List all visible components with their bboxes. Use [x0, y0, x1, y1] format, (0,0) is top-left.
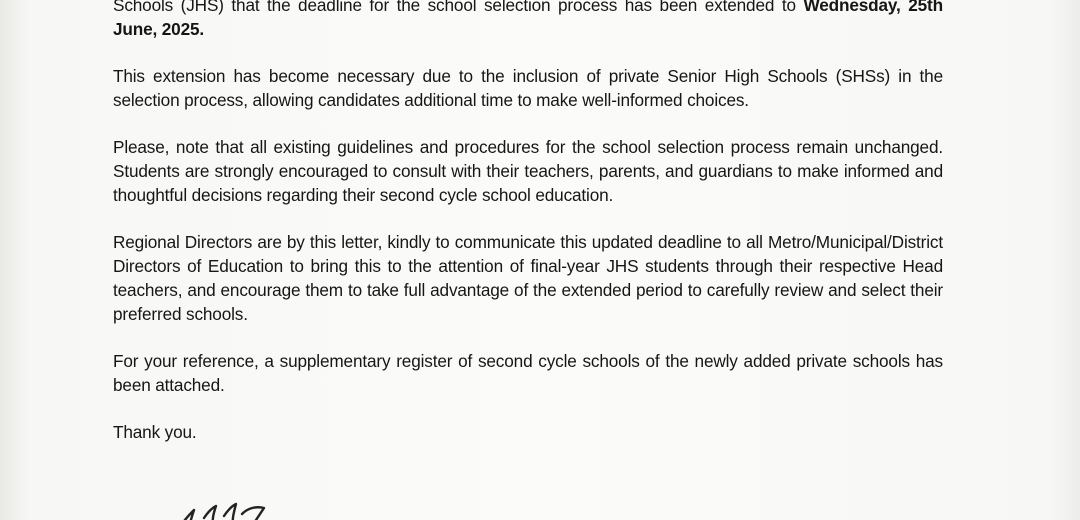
paragraph-reason: This extension has become necessary due to the inclusion of private Senior High Schools (SHSs) in the selection process, allowing candidates additional time to make well-informed choices. — [113, 66, 943, 110]
deadline-end: . — [199, 19, 205, 39]
paragraph-regional-directors: Regional Directors are by this letter, kindly to communicate this updated deadline to all Metro/Municipal/District Directors of Education to bring this to the attention of final-year JHS students through their respective Head teachers, and encourage them to take full advantage of the extended period to carefully review and select their preferred schools. — [113, 232, 943, 324]
deadline-text: Schools (JHS) that the deadline for the school selection process has been extended to — [113, 0, 804, 15]
closing-thank-you: Thank you. — [113, 422, 197, 442]
paragraph-guidelines: Please, note that all existing guidelines and procedures for the school selection process remain unchanged. Students are strongly encouraged to consult with their teachers, parents, and guardians to make informed and thoughtful decisions regarding their second cycle school education. — [113, 137, 943, 205]
letter-body — [113, 0, 943, 444]
deadline-date: Wednesday, 25th June, 2025 — [113, 0, 943, 39]
paragraph-reference: For your reference, a supplementary register of second cycle schools of the newly added private schools has been attached. — [113, 351, 943, 395]
signature-scribble — [160, 496, 380, 520]
paragraph-deadline-extension — [113, 0, 943, 41]
